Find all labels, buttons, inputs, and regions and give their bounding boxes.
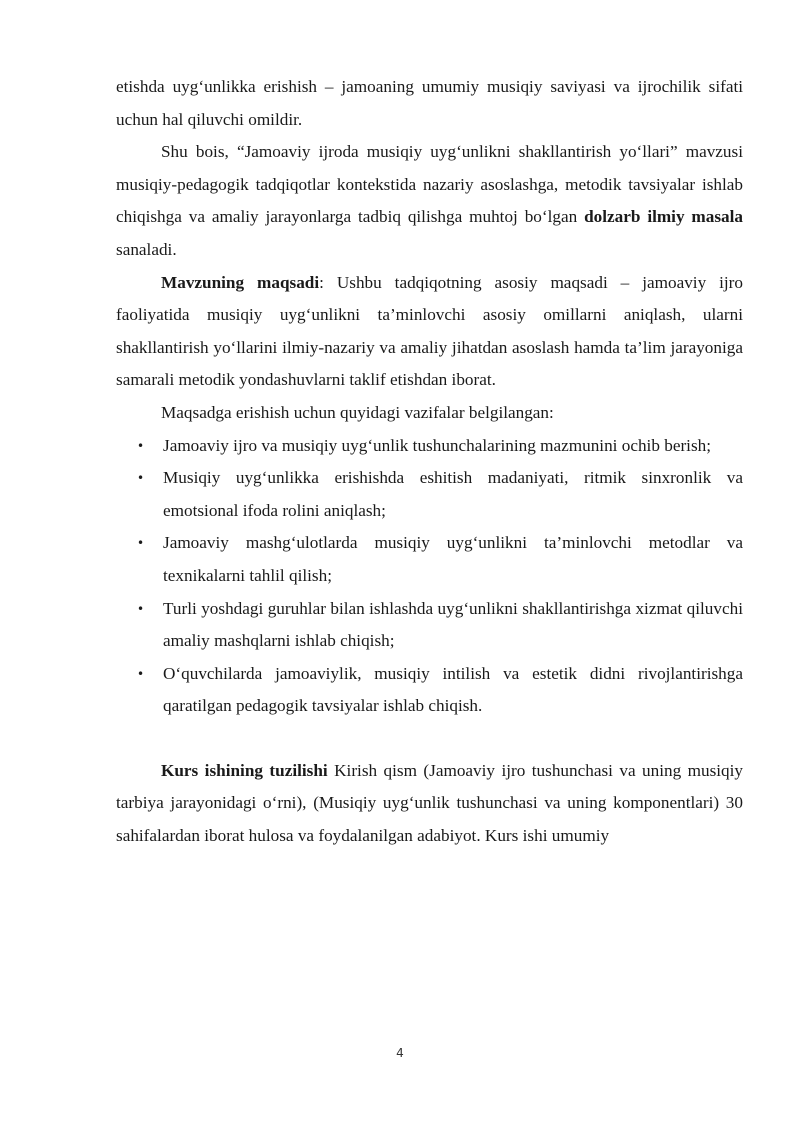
- tasks-intro: Maqsadga erishish uchun quyidagi vazifalar belgilangan:: [161, 402, 554, 422]
- paragraph-continuation: etishda uyg‘unlikka erishish – jamoaning umumiy musiqiy saviyasi va ijrochilik sifati uchun hal qiluvchi omildir.: [116, 77, 743, 129]
- bullet-icon: •: [137, 666, 145, 681]
- bullet-icon: •: [137, 438, 145, 453]
- page-number: 4: [396, 1046, 404, 1060]
- list-item-text: Musiqiy uyg‘unlikka erishishda eshitish madaniyati, ritmik sinxronlik va emotsional ifoda rolini aniqlash;: [163, 468, 743, 520]
- structure-text: Kirish qism (Jamoaviy ijro tushunchasi va uning musiqiy tarbiya jarayonidagi o‘rni), (Musiqiy uyg‘unlik tushunchasi va uning komponentlari) 30 sahifalardan iborat hulosa va foydalanilgan adabiyot. Kurs ishi umumiy: [116, 760, 743, 846]
- bullet-icon: •: [137, 536, 145, 551]
- paragraph-relevance: [116, 136, 743, 266]
- structure-label: Kurs ishining tuzilishi: [161, 760, 328, 780]
- blank-line: [116, 723, 743, 755]
- list-item: [137, 527, 743, 592]
- list-item: [137, 593, 743, 658]
- paragraph-structure: [116, 755, 743, 853]
- bullet-icon: •: [137, 601, 145, 616]
- list-item-text: Jamoaviy mashg‘ulotlarda musiqiy uyg‘unlikni ta’minlovchi metodlar va texnikalarni tahlil qilish;: [163, 533, 743, 585]
- list-item-text: Jamoaviy ijro va musiqiy uyg‘unlik tushunchalarining mazmunini ochib berish;: [163, 435, 712, 455]
- paragraph-goal: [116, 267, 743, 397]
- relevance-text: Shu bois, “Jamoaviy ijroda musiqiy uyg‘unlikni shakllantirish yo‘llari” mavzusi musiqiy-pedagogik tadqiqotlar kontekstida nazariy asoslashga, metodik tavsiyalar ishlab chiqishga va amaliy jarayonlarga tadbiq qilishga muhtoj bo‘lgan: [116, 142, 743, 227]
- list-item: [137, 430, 743, 463]
- relevance-tail: sanaladi.: [116, 239, 177, 259]
- document-page: [116, 71, 743, 853]
- list-item: [137, 658, 743, 723]
- list-item-text: O‘quvchilarda jamoaviylik, musiqiy intilish va estetik didni rivojlantirishga qaratilgan pedagogik tavsiyalar ishlab chiqish.: [163, 663, 743, 716]
- tasks-list: [116, 430, 743, 723]
- bullet-icon: •: [137, 471, 145, 486]
- goal-label: Mavzuning maqsadi: [161, 272, 320, 292]
- list-item-text: Turli yoshdagi guruhlar bilan ishlashda uyg‘unlikni shakllantirishga xizmat qiluvchi amaliy mashqlarni ishlab chiqish;: [163, 598, 743, 651]
- relevance-bold-phrase: dolzarb ilmiy masala: [584, 207, 743, 227]
- list-item: [137, 462, 743, 527]
- goal-text: : Ushbu tadqiqotning asosiy maqsadi – jamoaviy ijro faoliyatida musiqiy uyg‘unlikni ta’minlovchi asosiy omillarni aniqlash, ularni shakllantirish yo‘llarini ilmiy-nazariy va amaliy jihatdan asoslash hamda ta’lim jarayoniga samarali metodik yondashuvlarni taklif etishdan iborat.: [116, 272, 743, 390]
